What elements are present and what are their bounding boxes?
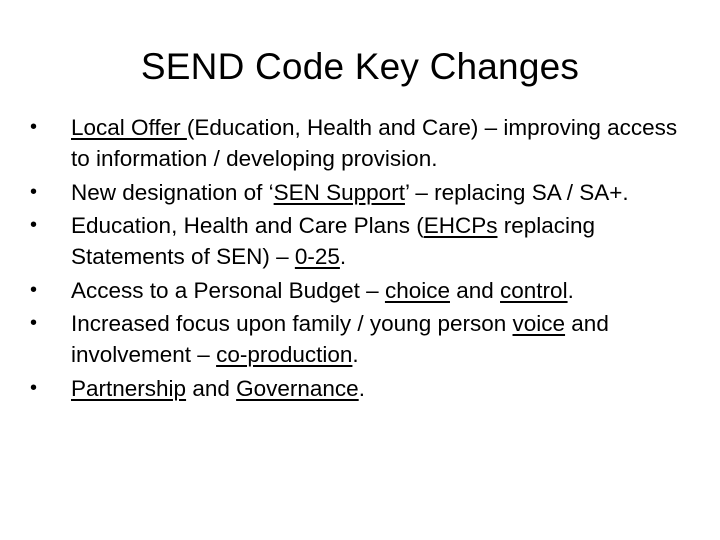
text-segment: ’ – replacing SA / SA+.: [404, 179, 629, 205]
text-segment: and: [186, 375, 237, 401]
text-segment: Increased focus upon family / young person: [71, 311, 513, 336]
underlined-text: Local Offer: [71, 115, 187, 140]
underlined-text: 0-25: [294, 244, 340, 269]
underlined-text: EHCPs: [423, 213, 498, 238]
bullet-text: [71, 213, 595, 269]
bullet-item: [30, 177, 690, 208]
text-segment: and involvement –: [71, 311, 609, 367]
text-segment: .: [358, 375, 365, 401]
bullet-dot-icon: •: [30, 116, 38, 138]
text-segment: .: [352, 342, 359, 367]
underlined-text: Governance: [236, 375, 359, 401]
bullet-dot-icon: •: [30, 312, 38, 334]
bullet-item: [30, 210, 690, 272]
bullet-text: [71, 311, 609, 367]
text-segment: New designation of ‘: [71, 179, 274, 205]
underlined-text: SEN Support: [273, 179, 405, 205]
bullet-text: [71, 376, 365, 401]
slide-title: SEND Code Key Changes: [140, 46, 580, 87]
text-segment: Access to a Personal Budget –: [71, 277, 385, 303]
bullet-item: [30, 373, 690, 404]
bullet-item: [30, 275, 690, 306]
underlined-text: choice: [384, 277, 450, 303]
bullet-text: [71, 278, 574, 303]
bullet-list: [30, 112, 690, 406]
bullet-dot-icon: •: [30, 180, 38, 203]
underlined-text: voice: [512, 311, 566, 336]
bullet-dot-icon: •: [30, 376, 38, 399]
bullet-item: [30, 308, 690, 370]
text-segment: .: [567, 277, 574, 303]
underlined-text: control: [500, 277, 568, 303]
text-segment: .: [339, 244, 347, 269]
bullet-dot-icon: •: [30, 214, 38, 236]
underlined-text: Partnership: [71, 375, 187, 401]
text-segment: (Education, Health and Care) – improving access to information / developing provision.: [71, 115, 678, 171]
text-segment: Education, Health and Care Plans (: [71, 213, 424, 238]
bullet-item: [30, 112, 690, 174]
bullet-text: [71, 180, 629, 205]
bullet-dot-icon: •: [30, 278, 38, 301]
text-segment: replacing Statements of SEN) –: [71, 213, 596, 269]
text-segment: and: [449, 277, 501, 303]
bullet-text: [71, 115, 677, 171]
underlined-text: co-production: [216, 342, 353, 367]
